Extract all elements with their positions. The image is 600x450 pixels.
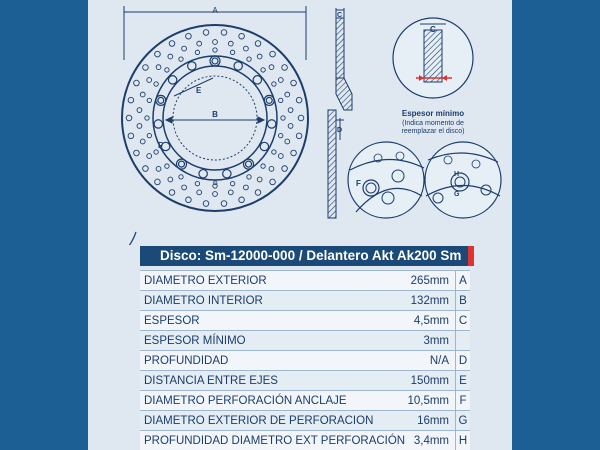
perforation-hole bbox=[197, 41, 202, 46]
perforation-hole bbox=[221, 201, 227, 207]
mounting-hole-inner bbox=[158, 97, 164, 103]
perforation-hole bbox=[186, 197, 192, 203]
spec-value: 265mm bbox=[405, 271, 455, 291]
specs-table bbox=[140, 270, 470, 450]
perforation-hole bbox=[197, 190, 202, 195]
label-b: B bbox=[212, 110, 218, 119]
perforation-hole bbox=[296, 97, 302, 103]
perforation-hole bbox=[255, 190, 261, 196]
right-blue-panel bbox=[512, 0, 600, 450]
perforation-hole bbox=[228, 190, 233, 195]
min-thickness-note-2: reemplazar el disco) bbox=[401, 128, 465, 135]
spec-value: 150mm bbox=[405, 371, 455, 391]
perforation-hole bbox=[143, 65, 149, 71]
float-hole bbox=[260, 142, 268, 150]
perforation-hole bbox=[126, 115, 132, 121]
perforation-hole bbox=[156, 65, 161, 70]
table-row bbox=[140, 371, 470, 391]
min-thickness-title: Espesor mínimo bbox=[401, 109, 465, 118]
spec-value: 16mm bbox=[405, 411, 455, 431]
perforation-hole bbox=[296, 133, 302, 139]
perforation-hole bbox=[147, 154, 152, 159]
perforation-hole bbox=[244, 185, 249, 190]
perforation-hole bbox=[285, 92, 290, 97]
label-f-front: F bbox=[158, 141, 163, 150]
table-row bbox=[140, 331, 470, 351]
brake-disc-diagram bbox=[88, 0, 512, 245]
perforation-hole bbox=[169, 41, 175, 47]
table-row bbox=[140, 411, 470, 431]
spec-letter: F bbox=[456, 391, 470, 411]
perforation-hole bbox=[257, 54, 262, 59]
perforation-hole bbox=[128, 97, 134, 103]
perforation-hole bbox=[147, 78, 152, 83]
spec-label: DISTANCIA ENTRE EJES bbox=[140, 371, 405, 391]
label-f-detail: F bbox=[356, 179, 361, 188]
perforation-hole bbox=[154, 150, 158, 154]
spec-letter: E bbox=[456, 371, 470, 391]
perforation-hole bbox=[179, 175, 183, 179]
table-row bbox=[140, 391, 470, 411]
spec-value: N/A bbox=[405, 351, 455, 371]
mounting-hole-inner bbox=[212, 58, 218, 64]
spec-label: ESPESOR MÍNIMO bbox=[140, 331, 405, 351]
float-hole bbox=[168, 76, 176, 84]
perforation-hole bbox=[278, 98, 282, 102]
left-blue-panel bbox=[0, 0, 88, 450]
label-g-detail: G bbox=[454, 191, 460, 198]
spec-label: ESPESOR bbox=[140, 311, 405, 331]
spec-letter: H bbox=[456, 431, 470, 450]
perforation-hole bbox=[155, 179, 161, 185]
perforation-hole bbox=[239, 197, 245, 203]
spec-label: DIAMETRO EXTERIOR DE PERFORACION bbox=[140, 411, 405, 431]
perforation-hole bbox=[182, 46, 187, 51]
spec-letter: A bbox=[456, 271, 470, 291]
spec-letter: C bbox=[456, 311, 470, 331]
perforation-hole bbox=[140, 139, 145, 144]
spec-letter: B bbox=[456, 291, 470, 311]
spec-value: 3mm bbox=[405, 331, 455, 351]
perforation-hole bbox=[154, 82, 158, 86]
mounting-hole-inner bbox=[266, 97, 272, 103]
table-row bbox=[140, 431, 470, 450]
perforation-hole bbox=[272, 150, 276, 154]
label-a: A bbox=[212, 6, 218, 15]
perforation-hole bbox=[281, 116, 285, 120]
label-c-side: C bbox=[337, 12, 343, 19]
perforation-hole bbox=[186, 33, 192, 39]
table-title-text: Disco: Sm-12000-000 / Delantero Akt Ak200 Sm bbox=[160, 248, 462, 263]
spec-letter: D bbox=[456, 351, 470, 371]
spec-label: DIAMETRO EXTERIOR bbox=[140, 271, 405, 291]
perforation-hole bbox=[128, 133, 134, 139]
perforation-hole bbox=[298, 115, 304, 121]
spec-letter bbox=[456, 331, 470, 351]
spec-label: PROFUNDIDAD DIAMETRO EXT PERFORACIÓN bbox=[140, 431, 405, 450]
perforation-hole bbox=[169, 190, 175, 196]
perforation-hole bbox=[168, 54, 173, 59]
perforation-hole bbox=[257, 177, 262, 182]
perforation-hole bbox=[137, 124, 142, 129]
perforation-hole bbox=[291, 80, 297, 86]
perforation-hole bbox=[221, 30, 227, 36]
table-row bbox=[140, 311, 470, 331]
perforation-hole bbox=[203, 30, 209, 36]
min-thickness-note-1: (Indica momento de bbox=[402, 120, 464, 127]
perforation-hole bbox=[247, 57, 251, 61]
perforation-hole bbox=[134, 80, 140, 86]
perforation-hole bbox=[165, 68, 169, 72]
perforation-hole bbox=[140, 92, 145, 97]
perforation-hole bbox=[270, 51, 276, 57]
title-accent bbox=[468, 246, 474, 266]
perforation-hole bbox=[182, 185, 187, 190]
perforation-hole bbox=[213, 40, 218, 45]
float-hole bbox=[199, 170, 207, 178]
perforation-hole bbox=[203, 201, 209, 207]
perforation-hole bbox=[270, 179, 276, 185]
perforation-hole bbox=[145, 116, 149, 120]
perforation-hole bbox=[255, 41, 261, 47]
float-hole bbox=[154, 120, 162, 128]
perforation-hole bbox=[244, 46, 249, 51]
perforation-hole bbox=[239, 33, 245, 39]
spec-label: DIAMETRO PERFORACIÓN ANCLAJE bbox=[140, 391, 405, 411]
spec-value: 10,5mm bbox=[405, 391, 455, 411]
perforation-hole bbox=[155, 51, 161, 57]
perforation-hole bbox=[156, 166, 161, 171]
perforation-hole bbox=[195, 50, 199, 54]
mounting-hole-inner bbox=[178, 161, 184, 167]
float-hole bbox=[223, 170, 231, 178]
perforation-hole bbox=[247, 175, 251, 179]
float-hole bbox=[253, 76, 261, 84]
mounting-hole-inner bbox=[246, 161, 252, 167]
spec-value: 4,5mm bbox=[405, 311, 455, 331]
perforation-hole bbox=[288, 124, 293, 129]
perforation-hole bbox=[147, 98, 151, 102]
table-row bbox=[140, 351, 470, 371]
perforation-hole bbox=[278, 154, 283, 159]
perforation-hole bbox=[137, 108, 142, 113]
float-hole bbox=[234, 62, 242, 70]
perforation-hole bbox=[291, 150, 297, 156]
perforation-hole bbox=[213, 48, 217, 52]
perforation-hole bbox=[285, 139, 290, 144]
spec-label: PROFUNDIDAD bbox=[140, 351, 405, 371]
perforation-hole bbox=[147, 133, 151, 137]
perforation-hole bbox=[228, 41, 233, 46]
perforation-hole bbox=[288, 108, 293, 113]
perforation-hole bbox=[134, 150, 140, 156]
float-hole bbox=[188, 62, 196, 70]
table-row bbox=[140, 291, 470, 311]
perforation-hole bbox=[230, 181, 234, 185]
perforation-hole bbox=[261, 68, 265, 72]
detail-gh-circle bbox=[425, 142, 501, 218]
perforation-hole bbox=[282, 166, 288, 172]
perforation-hole bbox=[168, 177, 173, 182]
label-d-side: D bbox=[337, 127, 343, 134]
perforation-hole bbox=[213, 192, 218, 197]
label-g-front: G bbox=[213, 181, 218, 187]
perforation-hole bbox=[282, 65, 288, 71]
table-title bbox=[140, 246, 470, 266]
spec-value: 132mm bbox=[405, 291, 455, 311]
spec-label: DIAMETRO INTERIOR bbox=[140, 291, 405, 311]
perforation-hole bbox=[261, 164, 265, 168]
decorative-swoosh bbox=[108, 232, 140, 245]
perforation-hole bbox=[278, 78, 283, 83]
perforation-hole bbox=[269, 166, 274, 171]
float-hole bbox=[267, 120, 275, 128]
perforation-hole bbox=[195, 181, 199, 185]
label-e: E bbox=[196, 86, 202, 95]
perforation-hole bbox=[278, 133, 282, 137]
perforation-hole bbox=[230, 50, 234, 54]
perforation-hole bbox=[143, 166, 149, 172]
perforation-hole bbox=[179, 57, 183, 61]
spec-value: 3,4mm bbox=[405, 431, 455, 450]
perforation-hole bbox=[165, 164, 169, 168]
table-row bbox=[140, 271, 470, 291]
label-c-callout: C bbox=[430, 25, 436, 34]
perforation-hole bbox=[269, 65, 274, 70]
label-h-detail: H bbox=[454, 171, 460, 178]
perforation-hole bbox=[272, 82, 276, 86]
spec-letter: G bbox=[456, 411, 470, 431]
